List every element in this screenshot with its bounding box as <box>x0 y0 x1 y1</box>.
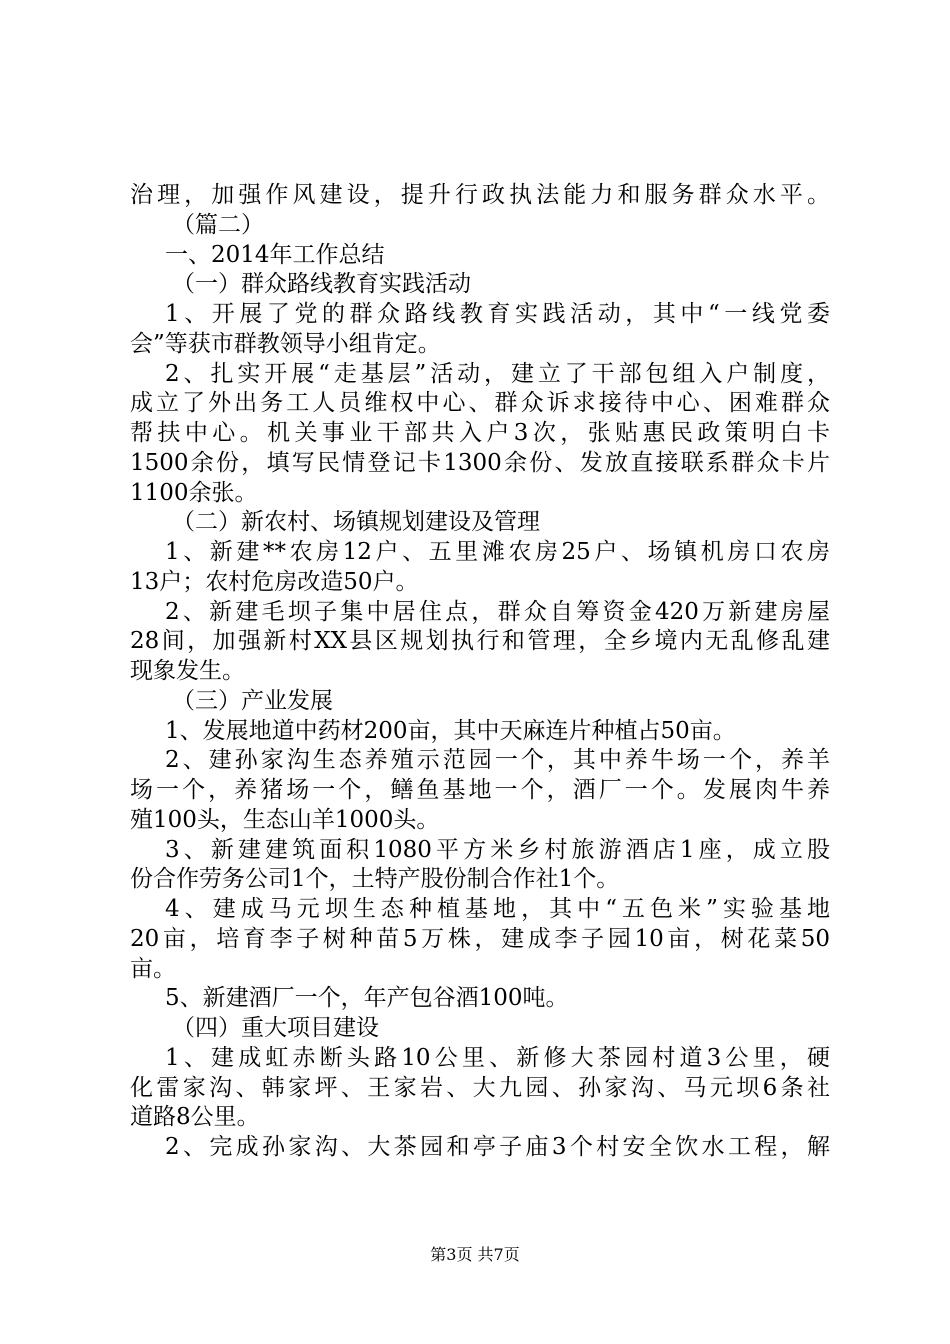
text-line: 1、发展地道中药材200亩，其中天麻连片种植占50亩。 <box>165 718 736 744</box>
text-line: 1100余张。 <box>130 480 258 506</box>
text-line: 成立了外出务工人员维权中心、群众诉求接待中心、困难群众 <box>130 390 830 416</box>
text-line: 3、新建建筑面积1080平方米乡村旅游酒店1座，成立股 <box>165 837 830 863</box>
text-line: 20亩，培育李子树种苗5万株，建成李子园10亩，树花菜50 <box>130 926 830 952</box>
text-line: 份合作劳务公司1个，土特产股份制合作社1个。 <box>130 866 620 892</box>
section-heading: （一）群众路线教育实践活动 <box>172 271 471 297</box>
text-line: 2、完成孙家沟、大茶园和亭子庙3个村安全饮水工程，解 <box>165 1134 830 1160</box>
text-line: 1、建成虹赤断头路10公里、新修大茶园村道3公里，硬 <box>165 1045 830 1071</box>
text-line: 亩。 <box>130 956 176 982</box>
text-line: 1500余份，填写民情登记卡1300余份、发放直接联系群众卡片 <box>130 450 830 476</box>
text-line: 会”等获市群教领导小组肯定。 <box>130 331 441 357</box>
text-line: 1、开展了党的群众路线教育实践活动，其中“一线党委 <box>165 301 830 327</box>
section-heading: （四）重大项目建设 <box>172 1015 379 1041</box>
page-number-footer: 第3页 共7页 <box>430 1245 520 1264</box>
section-heading: 一、2014年工作总结 <box>165 242 385 268</box>
text-line: 2、扎实开展“走基层”活动，建立了干部包组入户制度， <box>165 361 830 387</box>
text-line: 28间，加强新村XX县区规划执行和管理，全乡境内无乱修乱建 <box>130 628 830 654</box>
section-heading: （三）产业发展 <box>172 688 333 714</box>
text-line: 2、建孙家沟生态养殖示范园一个，其中养牛场一个，养羊 <box>165 747 830 773</box>
text-line: 现象发生。 <box>130 658 245 684</box>
text-line: 1、新建**农房12户、五里滩农房25户、场镇机房口农房 <box>165 539 830 565</box>
section-heading: （篇二） <box>172 212 264 238</box>
text-line: 场一个，养猪场一个，鳝鱼基地一个，酒厂一个。发展肉牛养 <box>130 777 830 803</box>
text-line: 13户；农村危房改造50户。 <box>130 569 419 595</box>
text-line: 道路8公里。 <box>130 1104 260 1130</box>
text-line: 治理，加强作风建设，提升行政执法能力和服务群众水平。 <box>130 182 830 208</box>
text-line: 2、新建毛坝子集中居住点，群众自筹资金420万新建房屋 <box>165 599 830 625</box>
text-line: 帮扶中心。机关事业干部共入户3次，张贴惠民政策明白卡 <box>130 420 830 446</box>
text-line: 4、建成马元坝生态种植基地，其中“五色米”实验基地 <box>165 896 830 922</box>
text-line: 殖100头，生态山羊1000头。 <box>130 807 440 833</box>
text-line: 化雷家沟、韩家坪、王家岩、大九园、孙家沟、马元坝6条社 <box>130 1075 830 1101</box>
text-line: 5、新建酒厂一个，年产包谷酒100吨。 <box>165 985 569 1011</box>
section-heading: （二）新农村、场镇规划建设及管理 <box>172 509 540 535</box>
